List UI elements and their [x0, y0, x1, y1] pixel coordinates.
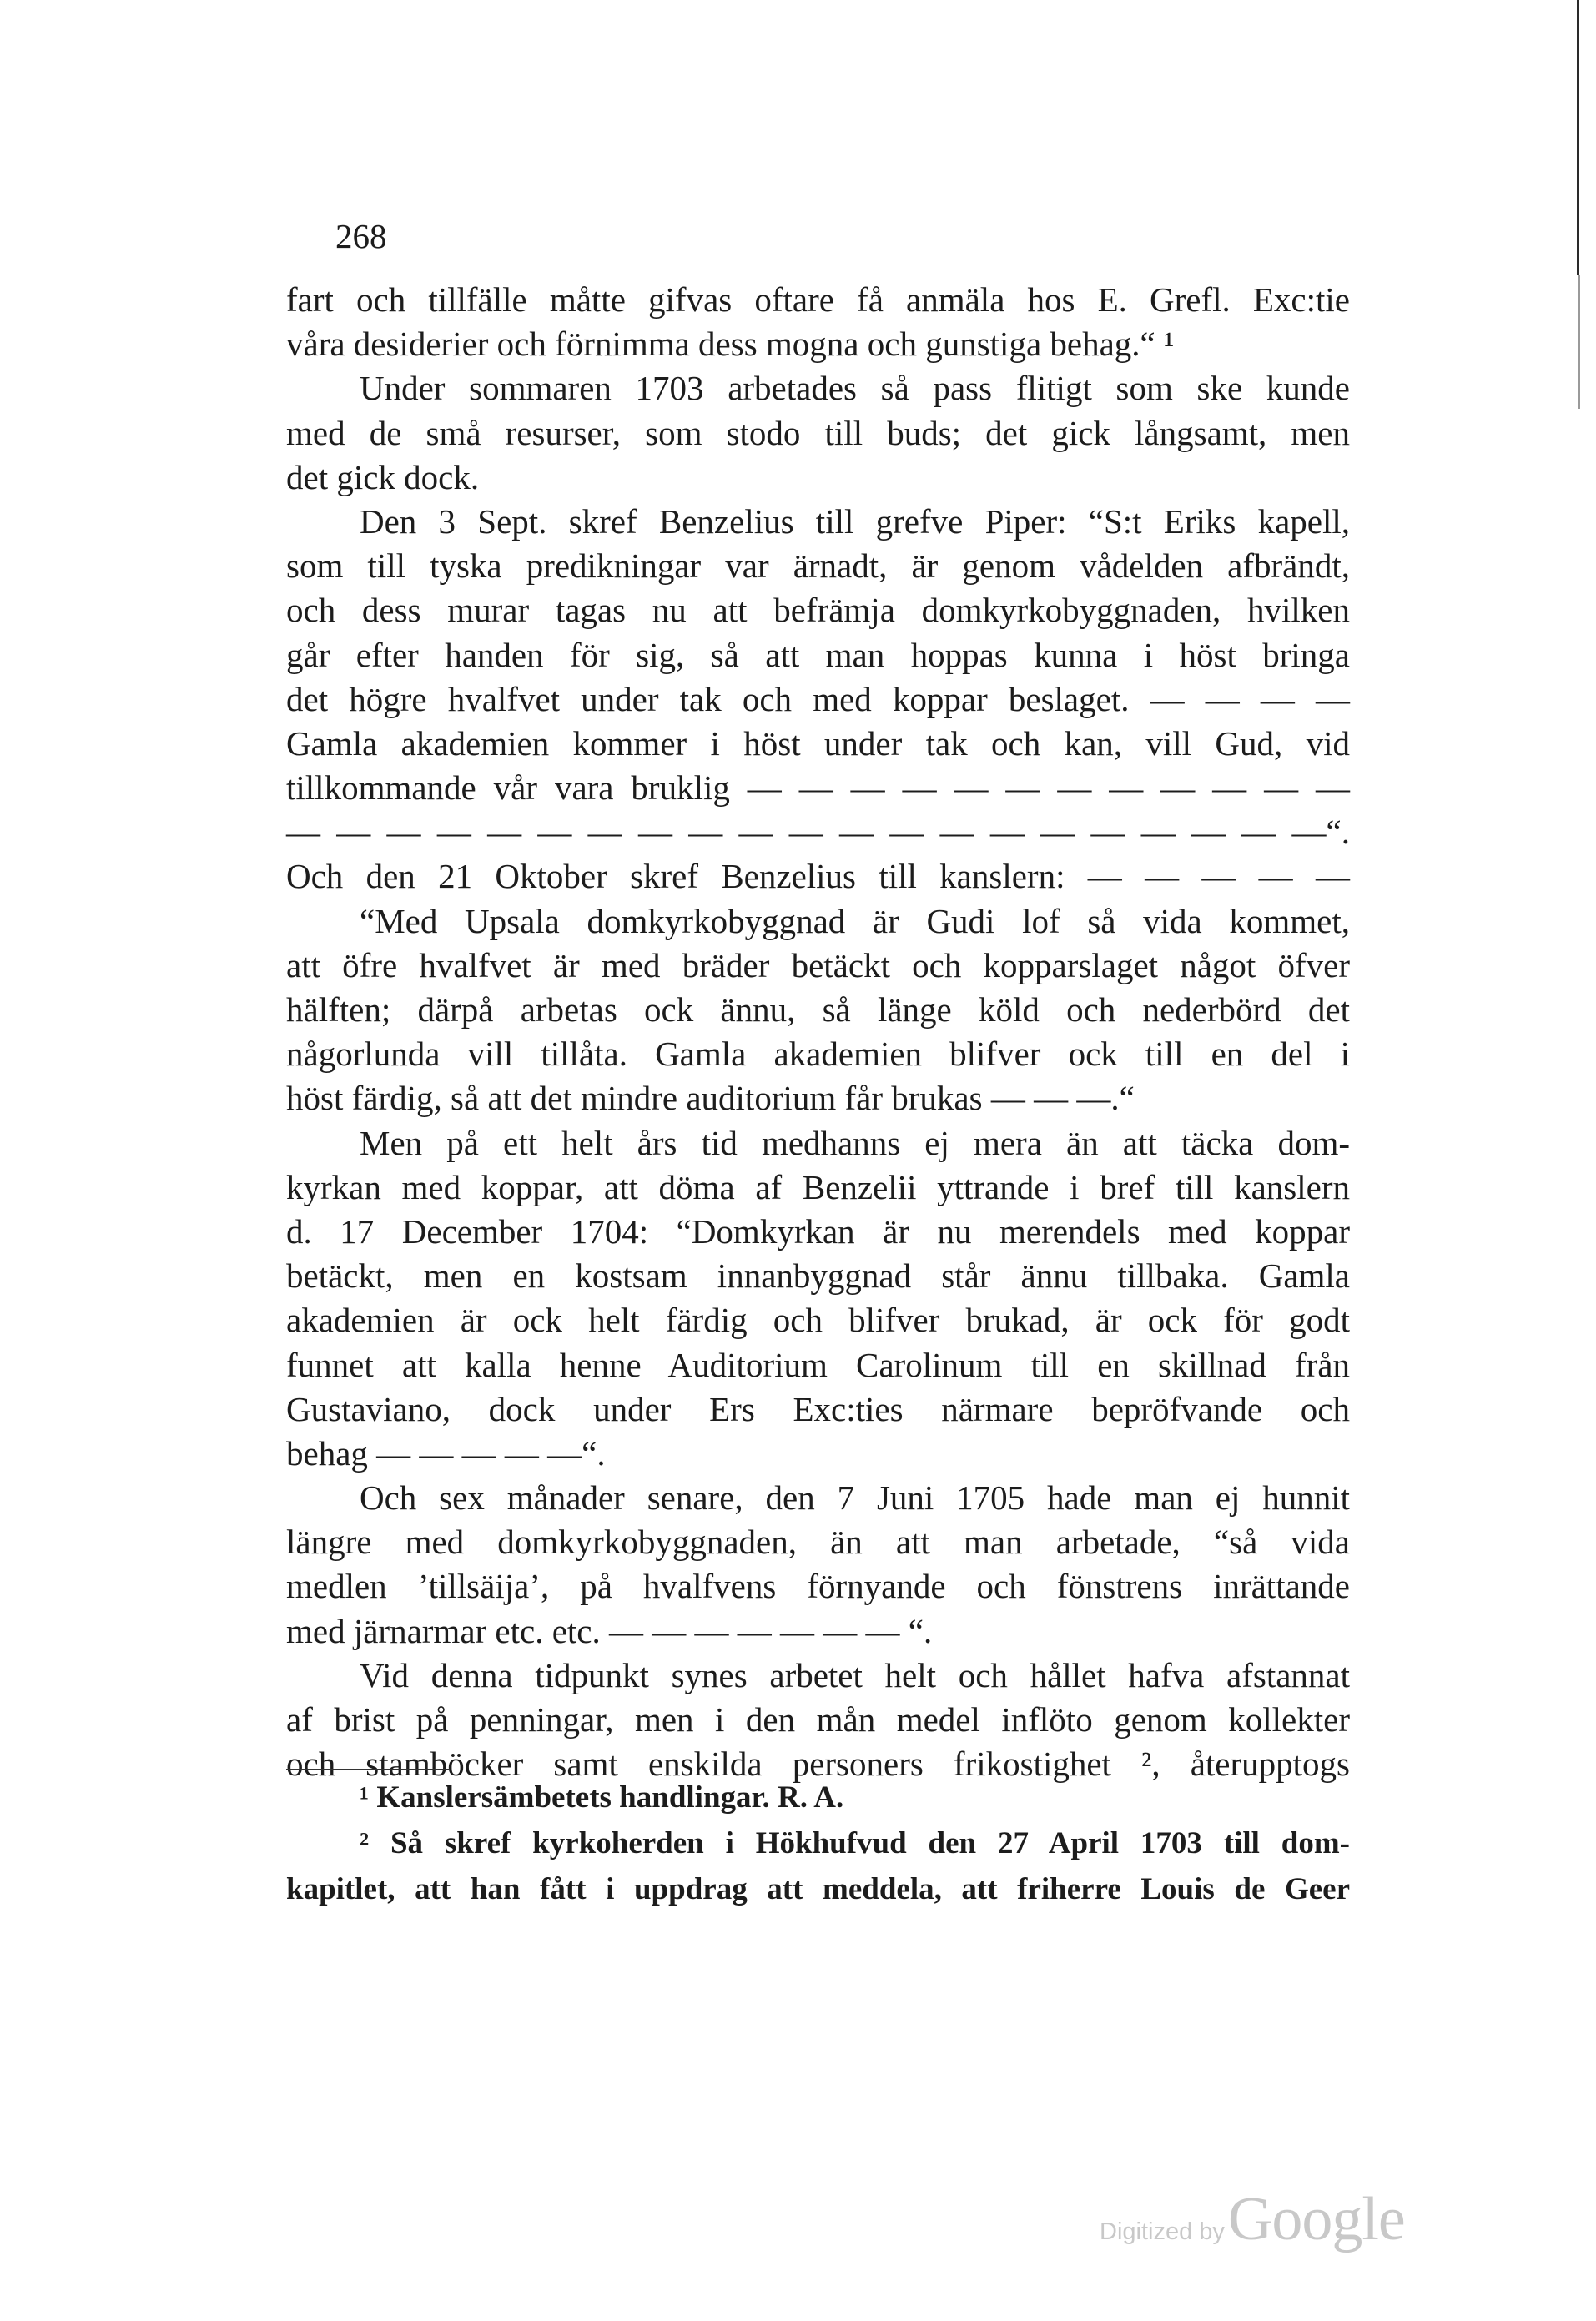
footnote-line: ² Så skref kyrkoherden i Hökhufvud den 27 April 1703 till dom-: [360, 1826, 1350, 1860]
text-line: med järnarmar etc. etc. — — — — — — — “.: [286, 1611, 933, 1650]
text-line: — — — — — — — — — — — — — — — — — — — — —“.: [286, 813, 1350, 852]
text-line: Den 3 Sept. skref Benzelius till grefve Piper: “S:t Eriks kapell,: [360, 501, 1350, 541]
text-line: det gick dock.: [286, 457, 480, 496]
text-line: akademien är ock helt färdig och blifver brukad, är ock för godt: [286, 1301, 1350, 1340]
text-line: längre med domkyrkobyggnaden, än att man arbetade, “så vida: [286, 1523, 1350, 1562]
text-line: fart och tillfälle måtte gifvas oftare få anmäla hos E. Grefl. Exc:tie: [286, 280, 1350, 319]
text-line: behag — — — — —“.: [286, 1433, 606, 1473]
scan-edge-line: [1577, 0, 1579, 275]
text-line: Och sex månader senare, den 7 Juni 1705 hade man ej hunnit: [360, 1478, 1350, 1518]
text-line: Vid denna tidpunkt synes arbetet helt och hållet hafva afstannat: [360, 1655, 1350, 1694]
text-line: går efter handen för sig, så att man hoppas kunna i höst bringa: [286, 635, 1350, 674]
text-line: hälften; därpå arbetas ock ännu, så länge köld och nederbörd det: [286, 990, 1350, 1029]
text-line: d. 17 December 1704: “Domkyrkan är nu merendels med koppar: [286, 1211, 1350, 1251]
footnotes: [286, 1775, 1350, 1912]
text-line: med de små resurser, som stodo till buds; det gick långsamt, men: [286, 413, 1350, 452]
footnote-line: ¹ Kanslersämbetets handlingar. R. A.: [360, 1780, 844, 1815]
footnote-line: kapitlet, att han fått i uppdrag att meddela, att friherre Louis de Geer: [286, 1872, 1350, 1906]
footnote-separator: [286, 1769, 450, 1770]
text-line: som till tyska predikningar var ärnadt, är genom vådelden afbrändt,: [286, 546, 1350, 586]
google-logo: Google: [1227, 2185, 1405, 2253]
text-line: och stamböcker samt enskilda personers frikostighet ², återupptogs: [286, 1745, 1350, 1784]
text-line: det högre hvalfvet under tak och med koppar beslaget. — — — —: [286, 679, 1350, 718]
text-line: att öfre hvalfvet är med bräder betäckt och kopparslaget något öfver: [286, 945, 1350, 984]
text-line: funnet att kalla henne Auditorium Carolinum till en skillnad från: [286, 1345, 1350, 1384]
page-number: 268: [335, 217, 387, 255]
text-line: Och den 21 Oktober skref Benzelius till kanslern: — — — — —: [286, 857, 1350, 896]
text-line: “Med Upsala domkyrkobyggnad är Gudi lof så vida kommet,: [360, 901, 1350, 940]
text-line: Gamla akademien kommer i höst under tak och kan, vill Gud, vid: [286, 723, 1350, 763]
body-text: [286, 278, 1350, 1786]
text-line: kyrkan med koppar, att döma af Benzelii yttrande i bref till kanslern: [286, 1167, 1350, 1206]
digitized-by-google-watermark: [1100, 2184, 1467, 2259]
scan-edge-line-faint: [1578, 275, 1580, 409]
text-line: af brist på penningar, men i den mån medel inflöto genom kollekter: [286, 1700, 1350, 1739]
text-line: någorlunda vill tillåta. Gamla akademien blifver ock till en del i: [286, 1035, 1350, 1074]
text-line: Men på ett helt års tid medhanns ej mera än att täcka dom-: [360, 1123, 1350, 1162]
text-line: Under sommaren 1703 arbetades så pass flitigt som ske kunde: [360, 369, 1350, 408]
text-line: Gustaviano, dock under Ers Exc:ties närmare bepröfvande och: [286, 1389, 1350, 1428]
text-line: medlen ’tillsäija’, på hvalfvens förnyande och fönstrens inrättande: [286, 1567, 1350, 1606]
text-line: betäckt, men en kostsam innanbyggnad står ännu tillbaka. Gamla: [286, 1256, 1350, 1296]
text-line: höst färdig, så att det mindre auditorium får brukas — — —.“: [286, 1079, 1135, 1118]
text-line: och dess murar tagas nu att befrämja domkyrkobyggnaden, hvilken: [286, 591, 1350, 630]
text-line: tillkommande vår vara bruklig — — — — — — — — — — — —: [286, 768, 1350, 808]
watermark-prefix: Digitized by: [1100, 2218, 1225, 2245]
text-line: våra desiderier och förnimma dess mogna och gunstiga behag.“ ¹: [286, 325, 1175, 364]
